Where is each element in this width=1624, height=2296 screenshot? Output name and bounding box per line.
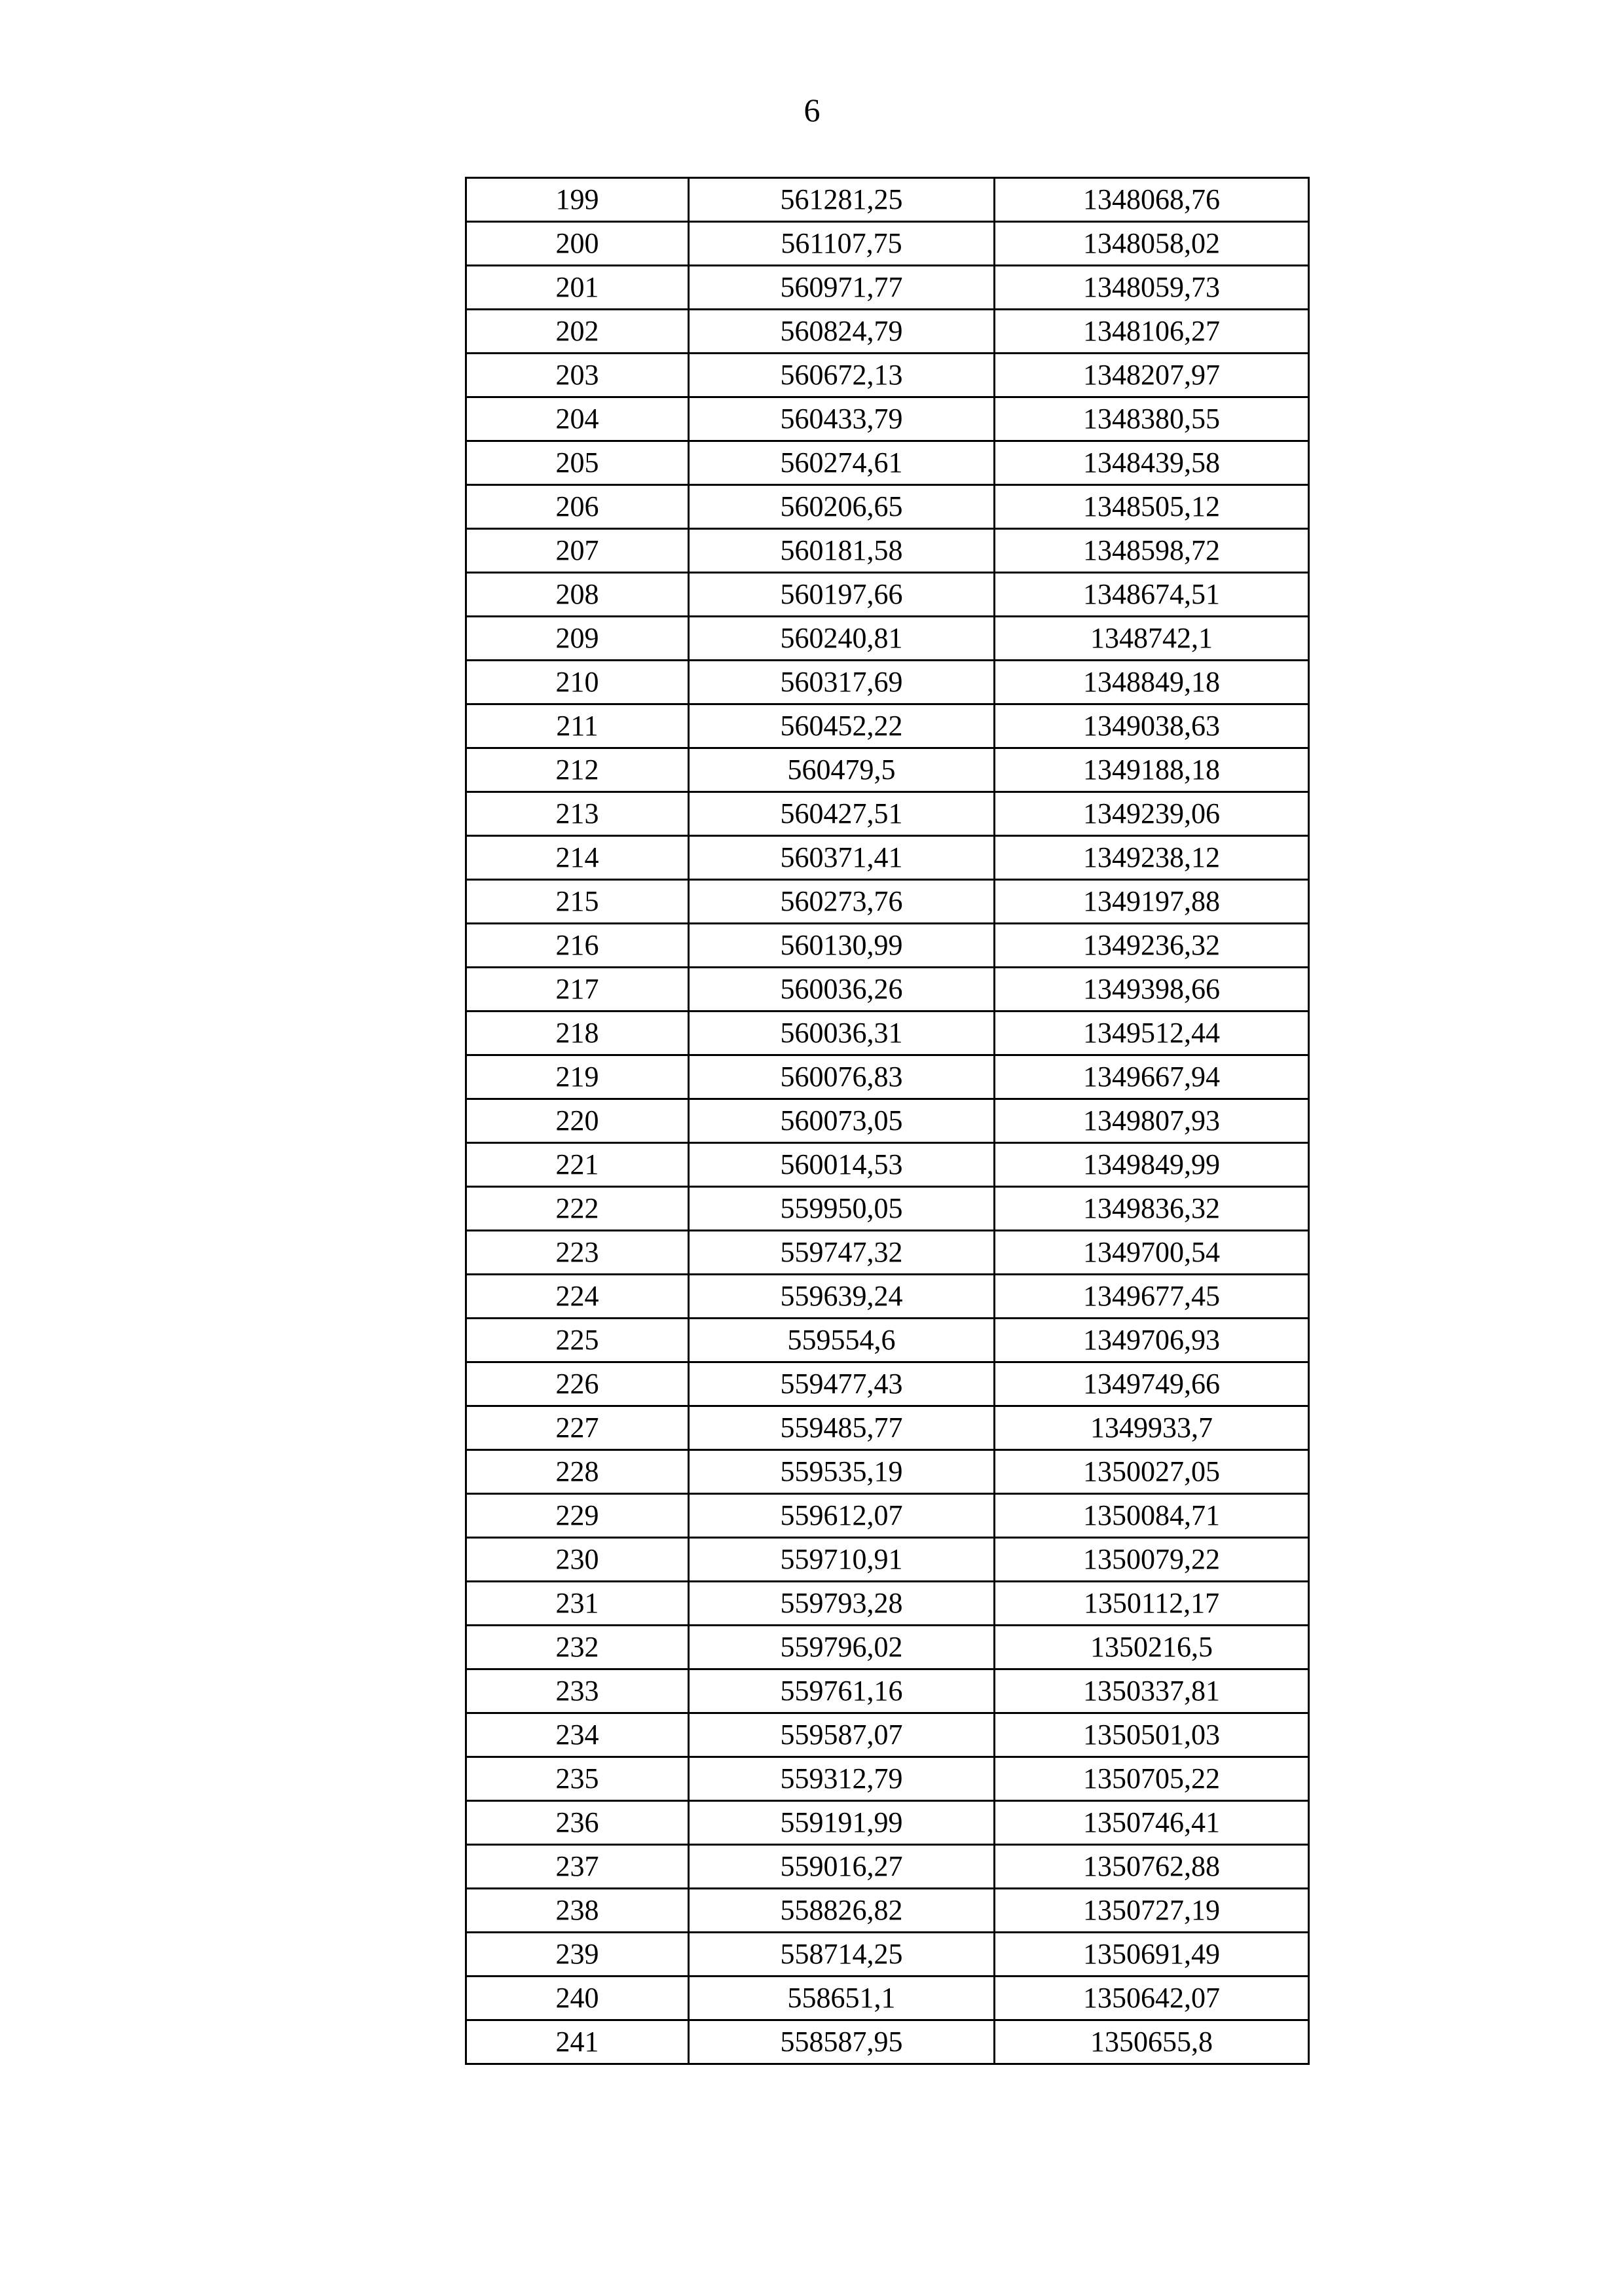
x-coordinate-cell: 559554,6 (689, 1319, 995, 1362)
table-row (466, 792, 1309, 836)
point-number-cell: 210 (466, 661, 689, 704)
table-row (466, 1845, 1309, 1889)
point-number-cell: 227 (466, 1406, 689, 1450)
point-number-cell: 214 (466, 836, 689, 880)
y-coordinate-cell: 1350216,5 (995, 1626, 1309, 1669)
x-coordinate-cell: 559587,07 (689, 1713, 995, 1757)
point-number-cell: 235 (466, 1757, 689, 1801)
x-coordinate-cell: 560206,65 (689, 485, 995, 529)
table-row (466, 924, 1309, 968)
x-coordinate-cell: 559710,91 (689, 1538, 995, 1582)
x-coordinate-cell: 560036,31 (689, 1011, 995, 1055)
y-coordinate-cell: 1348207,97 (995, 354, 1309, 397)
table-row (466, 1099, 1309, 1143)
y-coordinate-cell: 1350655,8 (995, 2020, 1309, 2064)
x-coordinate-cell: 559761,16 (689, 1669, 995, 1713)
point-number-cell: 238 (466, 1889, 689, 1933)
point-number-cell: 204 (466, 397, 689, 441)
y-coordinate-cell: 1349933,7 (995, 1406, 1309, 1450)
table-row (466, 1362, 1309, 1406)
point-number-cell: 201 (466, 266, 689, 310)
x-coordinate-cell: 560014,53 (689, 1143, 995, 1187)
x-coordinate-cell: 559950,05 (689, 1187, 995, 1231)
coordinates-table (465, 177, 1310, 2065)
table-row (466, 178, 1309, 222)
y-coordinate-cell: 1349667,94 (995, 1055, 1309, 1099)
x-coordinate-cell: 559793,28 (689, 1582, 995, 1626)
point-number-cell: 224 (466, 1275, 689, 1319)
x-coordinate-cell: 560073,05 (689, 1099, 995, 1143)
table-row (466, 1713, 1309, 1757)
y-coordinate-cell: 1350112,17 (995, 1582, 1309, 1626)
x-coordinate-cell: 559535,19 (689, 1450, 995, 1494)
y-coordinate-cell: 1350027,05 (995, 1450, 1309, 1494)
table-row (466, 1450, 1309, 1494)
point-number-cell: 239 (466, 1933, 689, 1977)
table-row (466, 1187, 1309, 1231)
y-coordinate-cell: 1349706,93 (995, 1319, 1309, 1362)
table-row (466, 1889, 1309, 1933)
x-coordinate-cell: 560479,5 (689, 748, 995, 792)
x-coordinate-cell: 560274,61 (689, 441, 995, 485)
table-row (466, 1143, 1309, 1187)
y-coordinate-cell: 1348505,12 (995, 485, 1309, 529)
point-number-cell: 232 (466, 1626, 689, 1669)
x-coordinate-cell: 561281,25 (689, 178, 995, 222)
y-coordinate-cell: 1350691,49 (995, 1933, 1309, 1977)
point-number-cell: 200 (466, 222, 689, 266)
x-coordinate-cell: 559639,24 (689, 1275, 995, 1319)
point-number-cell: 216 (466, 924, 689, 968)
table-row (466, 529, 1309, 573)
y-coordinate-cell: 1350642,07 (995, 1977, 1309, 2020)
point-number-cell: 208 (466, 573, 689, 617)
table-row (466, 1801, 1309, 1845)
y-coordinate-cell: 1348058,02 (995, 222, 1309, 266)
table-row (466, 222, 1309, 266)
y-coordinate-cell: 1349749,66 (995, 1362, 1309, 1406)
x-coordinate-cell: 560672,13 (689, 354, 995, 397)
x-coordinate-cell: 560371,41 (689, 836, 995, 880)
x-coordinate-cell: 560240,81 (689, 617, 995, 661)
x-coordinate-cell: 560427,51 (689, 792, 995, 836)
y-coordinate-cell: 1350705,22 (995, 1757, 1309, 1801)
table-row (466, 1977, 1309, 2020)
y-coordinate-cell: 1349238,12 (995, 836, 1309, 880)
point-number-cell: 223 (466, 1231, 689, 1275)
y-coordinate-cell: 1348106,27 (995, 310, 1309, 354)
y-coordinate-cell: 1348674,51 (995, 573, 1309, 617)
page-number: 6 (803, 92, 821, 128)
x-coordinate-cell: 560036,26 (689, 968, 995, 1011)
y-coordinate-cell: 1349512,44 (995, 1011, 1309, 1055)
table-row (466, 1757, 1309, 1801)
point-number-cell: 233 (466, 1669, 689, 1713)
x-coordinate-cell: 559312,79 (689, 1757, 995, 1801)
y-coordinate-cell: 1349849,99 (995, 1143, 1309, 1187)
y-coordinate-cell: 1349236,32 (995, 924, 1309, 968)
x-coordinate-cell: 558651,1 (689, 1977, 995, 2020)
x-coordinate-cell: 559796,02 (689, 1626, 995, 1669)
point-number-cell: 236 (466, 1801, 689, 1845)
point-number-cell: 212 (466, 748, 689, 792)
y-coordinate-cell: 1349038,63 (995, 704, 1309, 748)
table-row (466, 354, 1309, 397)
y-coordinate-cell: 1350762,88 (995, 1845, 1309, 1889)
y-coordinate-cell: 1350501,03 (995, 1713, 1309, 1757)
table-row (466, 310, 1309, 354)
table-row (466, 836, 1309, 880)
y-coordinate-cell: 1350746,41 (995, 1801, 1309, 1845)
y-coordinate-cell: 1349700,54 (995, 1231, 1309, 1275)
point-number-cell: 219 (466, 1055, 689, 1099)
table-row (466, 661, 1309, 704)
table-row (466, 1494, 1309, 1538)
point-number-cell: 211 (466, 704, 689, 748)
point-number-cell: 237 (466, 1845, 689, 1889)
x-coordinate-cell: 560273,76 (689, 880, 995, 924)
point-number-cell: 230 (466, 1538, 689, 1582)
y-coordinate-cell: 1350727,19 (995, 1889, 1309, 1933)
y-coordinate-cell: 1348380,55 (995, 397, 1309, 441)
y-coordinate-cell: 1348068,76 (995, 178, 1309, 222)
y-coordinate-cell: 1349807,93 (995, 1099, 1309, 1143)
y-coordinate-cell: 1349677,45 (995, 1275, 1309, 1319)
x-coordinate-cell: 559747,32 (689, 1231, 995, 1275)
table-row (466, 1626, 1309, 1669)
point-number-cell: 221 (466, 1143, 689, 1187)
x-coordinate-cell: 560452,22 (689, 704, 995, 748)
x-coordinate-cell: 559477,43 (689, 1362, 995, 1406)
table-row (466, 880, 1309, 924)
table-row (466, 748, 1309, 792)
point-number-cell: 225 (466, 1319, 689, 1362)
y-coordinate-cell: 1349239,06 (995, 792, 1309, 836)
x-coordinate-cell: 559191,99 (689, 1801, 995, 1845)
y-coordinate-cell: 1349197,88 (995, 880, 1309, 924)
x-coordinate-cell: 558587,95 (689, 2020, 995, 2064)
table-row (466, 2020, 1309, 2064)
table-row (466, 704, 1309, 748)
point-number-cell: 222 (466, 1187, 689, 1231)
table-row (466, 1933, 1309, 1977)
x-coordinate-cell: 560181,58 (689, 529, 995, 573)
y-coordinate-cell: 1348439,58 (995, 441, 1309, 485)
point-number-cell: 240 (466, 1977, 689, 2020)
table-row (466, 617, 1309, 661)
x-coordinate-cell: 560824,79 (689, 310, 995, 354)
point-number-cell: 228 (466, 1450, 689, 1494)
point-number-cell: 218 (466, 1011, 689, 1055)
table-row (466, 1011, 1309, 1055)
y-coordinate-cell: 1348598,72 (995, 529, 1309, 573)
y-coordinate-cell: 1348849,18 (995, 661, 1309, 704)
point-number-cell: 229 (466, 1494, 689, 1538)
point-number-cell: 205 (466, 441, 689, 485)
x-coordinate-cell: 560197,66 (689, 573, 995, 617)
table-row (466, 1582, 1309, 1626)
x-coordinate-cell: 560971,77 (689, 266, 995, 310)
x-coordinate-cell: 559016,27 (689, 1845, 995, 1889)
y-coordinate-cell: 1349188,18 (995, 748, 1309, 792)
y-coordinate-cell: 1348742,1 (995, 617, 1309, 661)
point-number-cell: 220 (466, 1099, 689, 1143)
y-coordinate-cell: 1350079,22 (995, 1538, 1309, 1582)
x-coordinate-cell: 560076,83 (689, 1055, 995, 1099)
point-number-cell: 203 (466, 354, 689, 397)
table-row (466, 573, 1309, 617)
table-row (466, 266, 1309, 310)
table-row (466, 1231, 1309, 1275)
x-coordinate-cell: 561107,75 (689, 222, 995, 266)
point-number-cell: 207 (466, 529, 689, 573)
table-row (466, 1669, 1309, 1713)
table-row (466, 1055, 1309, 1099)
point-number-cell: 202 (466, 310, 689, 354)
table-row (466, 1538, 1309, 1582)
y-coordinate-cell: 1350084,71 (995, 1494, 1309, 1538)
point-number-cell: 226 (466, 1362, 689, 1406)
point-number-cell: 213 (466, 792, 689, 836)
x-coordinate-cell: 558714,25 (689, 1933, 995, 1977)
x-coordinate-cell: 560433,79 (689, 397, 995, 441)
y-coordinate-cell: 1349398,66 (995, 968, 1309, 1011)
point-number-cell: 199 (466, 178, 689, 222)
table-row (466, 1275, 1309, 1319)
table-row (466, 1319, 1309, 1362)
point-number-cell: 241 (466, 2020, 689, 2064)
coordinates-table-body (466, 178, 1309, 2064)
table-row (466, 485, 1309, 529)
x-coordinate-cell: 559612,07 (689, 1494, 995, 1538)
table-row (466, 397, 1309, 441)
table-row (466, 968, 1309, 1011)
x-coordinate-cell: 560130,99 (689, 924, 995, 968)
y-coordinate-cell: 1349836,32 (995, 1187, 1309, 1231)
x-coordinate-cell: 560317,69 (689, 661, 995, 704)
point-number-cell: 209 (466, 617, 689, 661)
point-number-cell: 206 (466, 485, 689, 529)
table-row (466, 441, 1309, 485)
x-coordinate-cell: 559485,77 (689, 1406, 995, 1450)
x-coordinate-cell: 558826,82 (689, 1889, 995, 1933)
point-number-cell: 231 (466, 1582, 689, 1626)
point-number-cell: 234 (466, 1713, 689, 1757)
table-row (466, 1406, 1309, 1450)
point-number-cell: 215 (466, 880, 689, 924)
y-coordinate-cell: 1348059,73 (995, 266, 1309, 310)
point-number-cell: 217 (466, 968, 689, 1011)
y-coordinate-cell: 1350337,81 (995, 1669, 1309, 1713)
